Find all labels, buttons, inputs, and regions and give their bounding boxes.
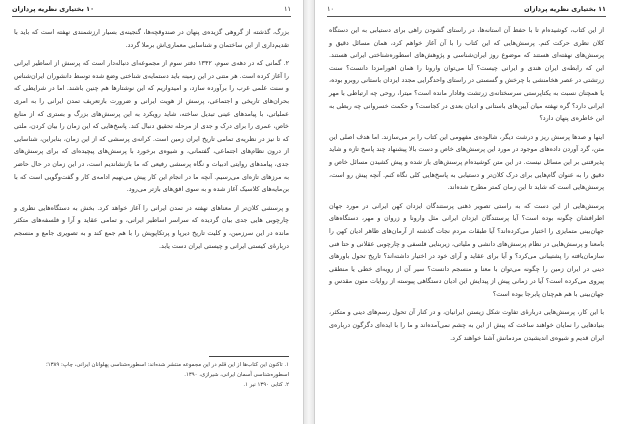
right-page (314, 0, 618, 424)
right-page-body (329, 24, 604, 350)
book-gutter (304, 0, 314, 424)
left-page (0, 0, 304, 424)
footnote-2: ۲. کتابی ۱۳۹۰ نیر ۱. (243, 382, 289, 388)
footnote-rule (209, 356, 289, 357)
right-page-header (327, 4, 606, 17)
right-paragraph-4: با این کار، پرسش‌هایی دربارۀی تفاوت شکل زیستن ایرانیان، و در کنار آن تحول رسم‌های دینی و متکثر، بنیادهایی را نمایان خواهند ساخت که پیش از این به چشم نمی‌آمده‌اند و ما را با ایده‌ای دگرگون درباره‌ی ایران قدیم و شیوه‌ی اندیشیدن مردمانش آشنا خواهند کرد. (329, 308, 604, 342)
right-paragraph-1: از این کتاب، کوشیده‌ام تا با حفظ آن استانه‌ها، در راستای گشودن راهی برای دستیابی به این دستگاه کلان نظری حرکت کنم. پرسش‌هایی که این کتاب را با آن آغاز خواهم کرد، همان مسائل دقیق و پرسش‌های نهفته‌ای هستند که موضوع روز ایران‌شناسی و پژوهش‌های اسطوره‌شناختی ایرانی هستند. این که رابطه‌ی ایران هندی و ایرانی چیست؟ آیا می‌توان وارونا را همان اهورامزدا دانست؟ سنت زرتشتی در عصر هخامنشی با چرخش و گسستی در راستای واحدگرایی مجدد ایزدان باستانی روبرو بوده، یا همچنان نسبت به یکتاپرستی سرسختانه‌ی زرتشت وفادار مانده است؟ میترا، روحی چه ارتباطی با مهر ایرانی دارد؟ گره نهفته میان آیین‌های باستانی و ادیان بعدی در کجاست؟ و حکمت خسروانی چه ربطی به این خاطره‌ی پنهان دارد؟ (329, 26, 604, 123)
footnotes (14, 360, 289, 390)
right-header-page-number: ۱۰ (327, 5, 334, 13)
left-paragraph-3: و پرسشی کلان‌تر از معناهای نهفته در تمدن ایرانی را آغاز خواهد کرد. بخش به دستگاه‌هایی نظری و چارچوبی هایی جدی بیان گردیده که سراسر اساطیر ایرانی، و تمامی عقاید و آرا و فلسفه‌های متکثر مانده در این سرزمین، و کلیت تاریخ دیرپا و پرتکاپو‌یش را با هم جمع کند و به تصویری جامع و منسجم دربارۀی کیستی ایرانی و چیستی ایران دست یابد. (14, 203, 289, 250)
left-paragraph-1: بزرگ، گذشته از گروهی گزیده‌ی پنهان در صندوقچه‌ها، گنجینه‌ی بسیار ارزشمندی نهفته است که باید با تقدیم‌داری از این ساختمان و شناسایی معماری‌اش برملا گردد. (14, 28, 289, 49)
left-page-body (14, 26, 289, 258)
right-paragraph-3: پرسش‌هایی از این دست که به راستی تصویر ذهنی پرستندگان ایزدان کهن ایرانی در مورد جهان اطرافشان چگونه بوده است؟ آیا پرستندگان ایزدان ایرانی مثل وارونا و زروان و مهر، دستگاه‌های جهان‌بینی متمایزی را اختیار می‌کرده‌اند؟ آیا طبقات مردم نجات گذشته از آرمان‌های ظاهر ادیان کهن را با‌معنا و پرسش‌هایی در نظام پرسش‌های دانشی و ملیاتی، زیربنایی فلسفی و چارچوبی عقلانی و حتا فنی سازمان‌یافته را پشتیبانی می‌کرد؟ و آیا برای عقاید و آرای خود در اختیار داشته‌اند؟ تاریخ تحول باورهای دینی در ایران زمین را چگونه می‌توان با معنا و منسجم دانست؟ سیر آن از رویه‌ای خطی یا منطقی پیروی می‌کرده است؟ آیا در زمانی پیش از پیدایش این ادیان دستگاهی پیوسته از روایات متون مقدس و جهان‌بینی با هم هم‌چنان پابرجا بوده است؟ (329, 201, 604, 298)
left-header-title: ۱۰ بختیاری نظریه پردازان (12, 5, 95, 13)
right-header-title: ۱۱ بختیاری نظریه پردازان (523, 5, 606, 13)
left-header-page-number: ۱۱ (284, 5, 291, 13)
left-page-header (12, 4, 291, 17)
right-paragraph-2: اینها و صدها پرسش ریز و درشت دیگر، شالوده‌ی مفهومی این کتاب را بر می‌سازند. اما هدف اصلی این متن، گرد آوردن داده‌های موجود در مورد این پرسش‌های خاص و دست بالا پیشنهاد چند پاسخ تازه و شاید پذیرفتنی بر این مسائل نیست. در این متن کوشیده‌ام پرسش‌های باز شده و پیش کشیدن مسائل خاص و دقیق را به عنوان گام‌هایی برای درک کلان‌تر و دستیابی به پاسخ‌هایی کلی نگاه کنم. آنچه پیش رو است، پرسش‌هایی است که شاید تا این زمان کمتر مطرح شده‌اند. (329, 132, 604, 192)
footnote-1: ۱. تاکنون این کتاب‌ها از این قلم در این مجموعه منتشر شده‌اند: اسطوره‌شناسی پهلوانان ایرانی، چاپ: ۱۳۸۹؛ اسطوره‌شناسی آسمان ایرانی، شیرازی، ۱۳۹۰. (46, 362, 289, 378)
left-paragraph-2: ۲. گمانی که در دهه‌ی سوم، ۱۳۴۲ دفتر سوم از مجموعه‌ای دنباله‌دار است که پرسش از اساطیر ایرانی را آغاز کرده است. هر متنی در این زمینه باید دستمایه‌ی شناختی وضع شده توسط دانشوران ایران‌شناس و سنت علمی غرب را برآورده سازد، و امیدواریم که این نوشتارها هم چنین باشند. اما در شرایطی که بحران‌های تاریخی و اجتماعی، پرسش از هویت ایرانی و ضرورت بازتعریف تمدن ایرانی را به امری عملیاتی، با پیامدهای عینی تبدیل ساخته، شاید رویکرد به این پرسش‌های بزرگ و بستری که از منابع خاص، عمری را برای درک و جدی از مرحله تحقیق دنبال کند. پاسخ‌هایی که این زمان را بیان کردن، ملتی که تا نیز در نظریه‌ی تمامی تاریخ ایران زمین است. کرانه‌ی پرسشی که از این زمان، بنابراین، شناسایی از درون نظام‌های اجتماعی، گفتمانی، و شیوه‌ی برخورد با پرسش‌های پیچیده‌ای که برای پرسش‌های جدی، پیامدهای روایتی ادبیات و نگاه پرسشی رفیعی که ما بازنشاندیم است، در این زمان در حال حاضر به مرزهای تازه‌ای می‌رسیم. آنچه ما در انجام این کار پیش می‌نهیم ادامه‌ی کار و گفت‌وگویی است که با بن‌مایه‌های کلاسیک آغاز شده و به سوی افق‌های بازتر می‌رود. (14, 59, 289, 194)
